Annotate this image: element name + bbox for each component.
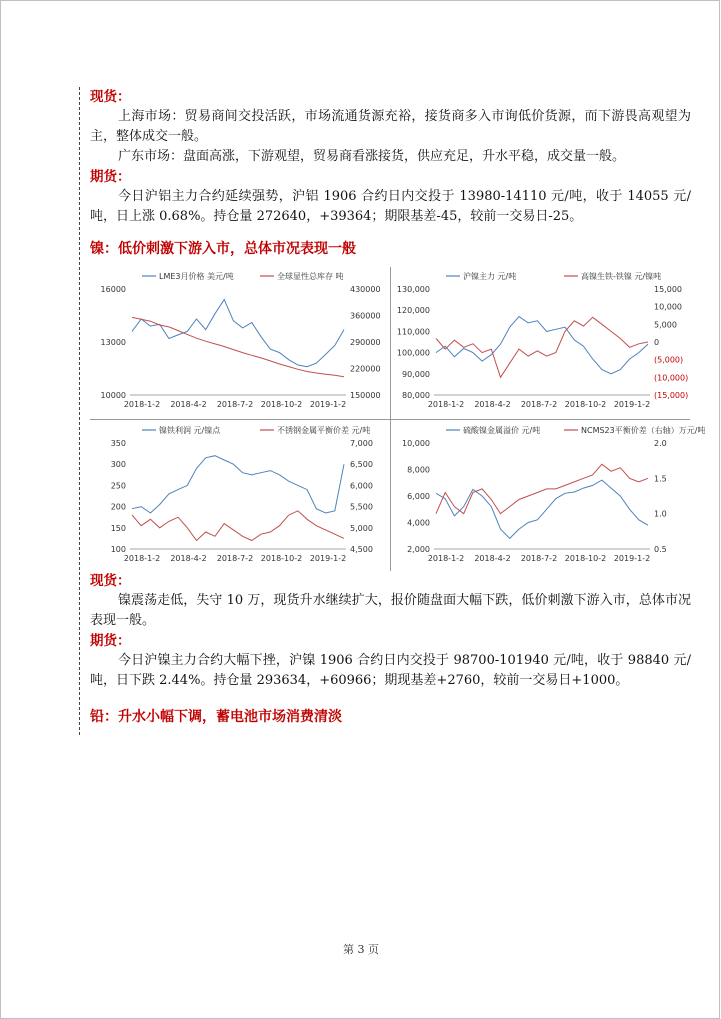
al-shanghai-market: 上海市场：贸易商间交投活跃，市场流通货源充裕，接货商多入市询低价货源，而下游畏高观望为主，整体成交一般。 [90,109,691,144]
left-tick-label: 90,000 [402,369,430,379]
page-number: 第 3 页 [343,943,379,956]
series-line-0 [132,300,344,367]
right-tick-label: 6,500 [350,460,373,470]
x-tick-label: 2018-4-2 [170,400,207,409]
right-tick-label: 5,500 [350,502,373,512]
x-tick-label: 2018-4-2 [474,554,511,563]
x-tick-label: 2019-1-2 [613,554,651,563]
content-column [79,87,706,735]
right-tick-label: 290000 [350,338,381,347]
x-tick-label: 2018-7-2 [520,400,558,409]
left-tick-label: 100,000 [396,348,430,358]
right-tick-label: 430000 [350,285,381,294]
right-tick-label: 10,000 [654,302,682,312]
x-tick-label: 2018-1-2 [427,554,465,563]
left-tick-label: 150 [110,523,126,533]
right-tick-label: 6,000 [350,481,373,491]
legend-label-0: 硫酸镍金属溢价 元/吨 [463,426,541,435]
left-tick-label: 4,000 [407,518,430,528]
x-tick-label: 2018-1-2 [427,400,465,409]
x-tick-label: 2018-10-2 [260,400,303,409]
series-line-0 [436,317,648,374]
series-line-1 [132,511,344,541]
left-tick-label: 130,000 [396,285,430,294]
left-tick-label: 2,000 [407,545,430,554]
left-tick-label: 200 [110,502,126,512]
left-tick-label: 10,000 [402,439,430,448]
legend-label-1: NCMS23平衡价差（右轴）万元/吨 [581,426,706,435]
nickel-heading: 镍：低价刺激下游入市，总体市况表现一般 [90,241,356,257]
right-tick-label: 0 [654,338,660,347]
right-tick-label: 0.5 [654,545,667,554]
right-tick-label: 360000 [350,311,381,321]
left-tick-label: 13000 [100,338,126,347]
al-futures-text: 今日沪铝主力合约延续强势，沪铝 1906 合约日内交投于 13980-14110 元/吨，收于 14055 元/吨，日上涨 0.68%。持仓量 272640，+39364；期限基差-45，较前一交易日-25。 [90,189,691,224]
chart-ferronickel-profit [90,421,386,571]
x-tick-label: 2019-1-2 [309,400,347,409]
ni-spot-label: 现货： [90,573,131,589]
nickel-charts-grid [90,267,706,571]
left-tick-label: 8,000 [407,465,430,475]
legend-label-1: 高镍生铁-铁镍 元/镍吨 [581,272,662,281]
ni-futures-label: 期货： [90,633,131,649]
legend-label-1: 不锈钢金属平衡价差 元/吨 [277,426,371,435]
right-tick-label: 4,500 [350,545,373,554]
right-tick-label: 1.0 [654,509,667,519]
x-tick-label: 2019-1-2 [613,400,651,409]
x-tick-label: 2018-1-2 [123,554,161,563]
right-tick-label: (15,000) [654,391,689,400]
left-tick-label: 16000 [100,285,126,294]
right-tick-label: 2.0 [654,439,667,448]
chart-svg-2 [90,421,386,571]
right-tick-label: (5,000) [654,355,684,365]
x-tick-label: 2019-1-2 [309,554,347,563]
legend-label-0: LME3月价格 美元/吨 [159,272,234,281]
left-tick-label: 350 [110,439,126,448]
lead-heading: 铅：升水小幅下调，蓄电池市场消费清淡 [90,709,342,725]
left-tick-label: 120,000 [396,306,430,316]
legend-label-0: 沪镍主力 元/吨 [463,272,517,281]
x-tick-label: 2018-7-2 [520,554,558,563]
right-tick-label: 220000 [350,364,381,374]
left-tick-label: 100 [110,545,126,554]
left-tick-label: 110,000 [396,327,430,337]
left-tick-label: 80,000 [402,391,430,400]
series-line-0 [436,480,648,538]
x-tick-label: 2018-10-2 [564,554,607,563]
ni-spot-text: 镍震荡走低，失守 10 万，现货升水继续扩大，报价随盘面大幅下跌，低价刺激下游入市，总体市况表现一般。 [90,593,691,628]
right-tick-label: 7,000 [350,439,373,448]
series-line-1 [132,317,344,376]
left-tick-label: 300 [110,460,126,470]
al-futures-label: 期货： [90,169,131,185]
x-tick-label: 2018-7-2 [216,554,254,563]
chart-svg-1 [394,267,690,417]
chart-nickel-pig-iron [394,267,690,417]
chart-svg-0 [90,267,386,417]
x-tick-label: 2018-4-2 [474,400,511,409]
legend-label-0: 镍铁利润 元/镍点 [159,426,221,435]
right-tick-label: 1.5 [654,474,667,484]
chart-divider-horizontal [90,419,690,420]
x-tick-label: 2018-10-2 [260,554,303,563]
ni-futures-text: 今日沪镍主力合约大幅下挫，沪镍 1906 合约日内交投于 98700-101940 元/吨，收于 98840 元/吨，日下跌 2.44%。持仓量 293634，+60966；期现基差+2760，较前一交易日+1000。 [90,653,691,688]
left-tick-label: 10000 [100,391,126,400]
right-tick-label: 150000 [350,391,381,400]
chart-svg-3 [394,421,706,571]
x-tick-label: 2018-1-2 [123,400,161,409]
legend-label-1: 全球显性总库存 吨 [277,272,344,281]
x-tick-label: 2018-7-2 [216,400,254,409]
left-tick-label: 6,000 [407,492,430,501]
x-tick-label: 2018-10-2 [564,400,607,409]
right-tick-label: 15,000 [654,285,682,294]
right-tick-label: 5,000 [350,523,373,533]
x-tick-label: 2018-4-2 [170,554,207,563]
right-tick-label: (10,000) [654,373,689,383]
chart-lme-price-inventory [90,267,386,417]
chart-nickel-sulfate-premium [394,421,706,571]
right-tick-label: 5,000 [654,320,677,330]
al-spot-label: 现货： [90,89,131,105]
al-guangdong-market: 广东市场：盘面高涨，下游观望，贸易商看涨接货，供应充足，升水平稳，成交量一般。 [118,149,626,164]
series-line-1 [436,464,648,514]
series-line-0 [132,456,344,513]
left-tick-label: 250 [110,481,126,491]
